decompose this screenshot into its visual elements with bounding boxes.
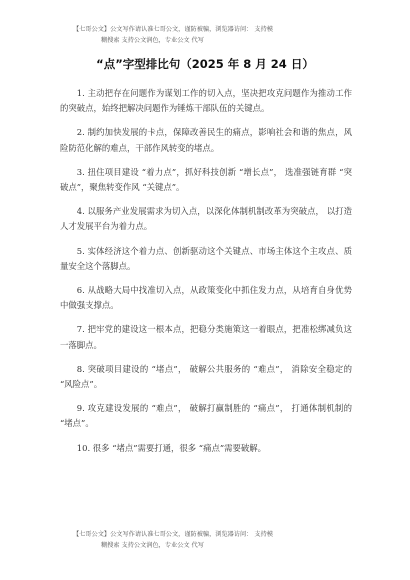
footer-line-1: 【七哥公文】公文写作请认准七哥公文，谨防被骗，浏览器访问： 支持模 (73, 531, 273, 538)
paragraph: 6. 从战略大局中找准切入点，从政策变化中抓住发力点，从培育自身优势中做强支撑点。 (60, 285, 352, 311)
footer-line-2: 糊搜索 支持公文润色，专业公文 代写 (101, 542, 204, 549)
page-footer (73, 529, 363, 551)
paragraph: 3. 扭住项目建设 “着力点”，抓好科技创新 “增长点”， 选准强链育群 “突破点”，聚焦转变作风 “关键点”。 (60, 166, 352, 193)
paragraph: 1. 主动把存在问题作为谋划工作的切入点，坚决把攻克问题作为推动工作的突破点，始终把解决问题作为锤炼干部队伍的关键点。 (60, 88, 352, 114)
document-title: “点”字型排比句（2025 年 8 月 24 日） (96, 57, 314, 71)
header-line-1: 【七哥公文】公文写作请认准七哥公文，谨防被骗，浏览器访问： 支持模 (73, 26, 273, 33)
header-line-2: 糊搜索 支持公文润色，专业公文 代写 (101, 37, 204, 44)
document-body (60, 86, 352, 465)
page-header (73, 24, 363, 46)
paragraph: 5. 实体经济这个着力点、创新驱动这个关键点、市场主体这个主攻点、质量安全这个落脚点。 (60, 245, 352, 271)
paragraph: 2. 制约加快发展的卡点，保障改善民生的痛点，影响社会和谐的焦点，风险防范化解的难点，干部作风转变的堵点。 (60, 127, 352, 153)
paragraph: 9. 攻克建设发展的 “难点”， 破解打赢制胜的 “痛点”， 打通体制机制的 “堵点”。 (60, 403, 352, 429)
paragraph: 4. 以服务产业发展需求为切入点，以深化体制机制改革为突破点， 以打造人才发展平台为着力点。 (60, 206, 352, 232)
paragraph: 7. 把牢党的建设这一根本点，把稳分类施策这一着眼点，把准松绑减负这一落脚点。 (60, 324, 352, 350)
paragraph: 8. 突破项目建设的 “堵点”， 破解公共服务的 “难点”， 消除安全稳定的 “风险点”。 (60, 363, 352, 390)
paragraph: 10. 很多 “堵点”需要打通，很多 “痛点”需要破解。 (76, 442, 266, 453)
